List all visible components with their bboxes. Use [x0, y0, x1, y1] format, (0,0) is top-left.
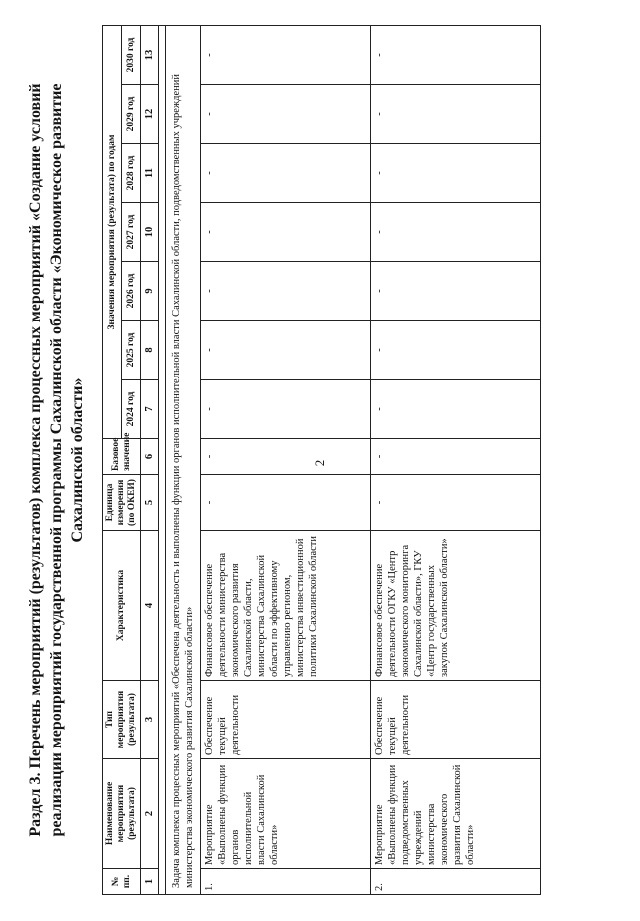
- row-value: -: [371, 262, 541, 321]
- row-type: Обеспечение текущей деятельности: [371, 681, 541, 759]
- column-number: 5: [141, 475, 159, 531]
- column-numbers-row: [141, 26, 159, 895]
- column-number: 7: [141, 380, 159, 439]
- row-unit: -: [201, 475, 371, 531]
- header-year: 2027 год: [122, 203, 141, 262]
- row-value: -: [201, 144, 371, 203]
- header-num: № пп.: [103, 869, 141, 895]
- column-number: 10: [141, 203, 159, 262]
- row-unit: -: [371, 475, 541, 531]
- header-values-by-year: Значения мероприятия (результата) по годам: [103, 26, 122, 439]
- header-base: Базовое значение: [103, 439, 141, 475]
- row-characteristic: Финансовое обеспечение деятельности министерства экономического развития Сахалинской области, министерства Сахалинской области по эффективному управлению регионом, министерства инвестиционной политики Сахалинской области: [201, 531, 371, 681]
- column-number: 2: [141, 759, 159, 869]
- header-year: 2024 год: [122, 380, 141, 439]
- row-value: -: [371, 85, 541, 144]
- row-value: -: [371, 26, 541, 85]
- row-value: -: [201, 321, 371, 380]
- row-value: -: [201, 262, 371, 321]
- row-name: Мероприятие «Выполнены функции подведомственных учреждений министерства экономического развития Сахалинской области»: [371, 759, 541, 869]
- column-number: 6: [141, 439, 159, 475]
- page-number: 2: [312, 459, 327, 467]
- column-number: 13: [141, 26, 159, 85]
- row-value: -: [201, 203, 371, 262]
- row-name: Мероприятие «Выполнены функции органов исполнительной власти Сахалинской области»: [201, 759, 371, 869]
- row-value: -: [201, 26, 371, 85]
- column-number: 11: [141, 144, 159, 203]
- row-base: -: [371, 439, 541, 475]
- header-year: 2030 год: [122, 26, 141, 85]
- column-number: 1: [141, 869, 159, 895]
- header-name: Наименование мероприятия (результата): [103, 759, 141, 869]
- header-year: 2028 год: [122, 144, 141, 203]
- row-characteristic: Финансовое обеспечение деятельности ОГКУ «Центр экономического мониторинга Сахалинской области», ГКУ «Центр государственных закупок Сахалинской области»: [371, 531, 541, 681]
- row-num: 2.: [371, 869, 541, 895]
- rotated-page-content: [25, 25, 615, 895]
- task-text: Задача комплекса процессных мероприятий «Обеспечена деятельность и выполнены функции органов исполнительной власти Сахалинской области, подведомственных учреждений министерства экономического развития Сахалинской области»: [166, 26, 201, 895]
- table-row: [371, 26, 541, 895]
- row-value: -: [371, 380, 541, 439]
- row-value: -: [201, 85, 371, 144]
- header-year: 2029 год: [122, 85, 141, 144]
- header-characteristic: Характеристика: [103, 531, 141, 681]
- table-row: [201, 26, 371, 895]
- column-number: 4: [141, 531, 159, 681]
- spacer-row: [159, 26, 166, 895]
- row-base: -: [201, 439, 371, 475]
- header-type: Тип мероприятия (результата): [103, 681, 141, 759]
- row-value: -: [371, 203, 541, 262]
- task-row: [166, 26, 201, 895]
- column-number: 8: [141, 321, 159, 380]
- row-num: 1.: [201, 869, 371, 895]
- column-number: 12: [141, 85, 159, 144]
- row-type: Обеспечение текущей деятельности: [201, 681, 371, 759]
- header-year: 2025 год: [122, 321, 141, 380]
- column-number: 9: [141, 262, 159, 321]
- header-year: 2026 год: [122, 262, 141, 321]
- section-title: Раздел 3. Перечень мероприятий (результатов) комплекса процессных мероприятий «Создание условий реализации мероприятий государственной программы Сахалинской области «Экономическое развитие Сахалинской области»: [27, 83, 86, 837]
- column-number: 3: [141, 681, 159, 759]
- row-value: -: [371, 144, 541, 203]
- measures-table: [102, 25, 541, 895]
- row-value: -: [201, 380, 371, 439]
- header-unit: Единица измерения (по ОКЕИ): [103, 475, 141, 531]
- row-value: -: [371, 321, 541, 380]
